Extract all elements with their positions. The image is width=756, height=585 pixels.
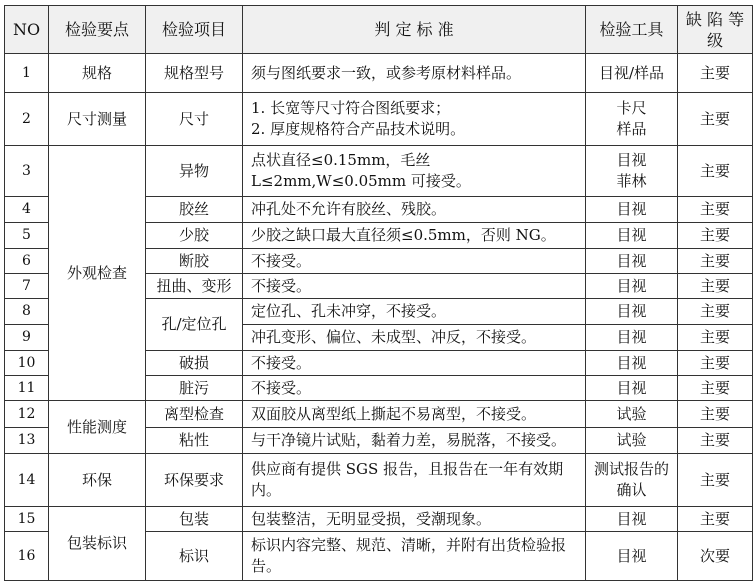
defect-grade: 主要 bbox=[678, 146, 753, 197]
row-number: 14 bbox=[5, 454, 49, 507]
criteria: 不接受。 bbox=[243, 274, 586, 299]
criteria: 1. 长宽等尺寸符合图纸要求； 2. 厚度规格符合产品技术说明。 bbox=[243, 93, 586, 146]
inspection-point: 规格 bbox=[49, 54, 146, 93]
criteria: 供应商有提供 SGS 报告，且报告在一年有效期内。 bbox=[243, 454, 586, 507]
row-number: 12 bbox=[5, 401, 49, 428]
inspection-tool: 目视 bbox=[586, 507, 678, 532]
row-number: 6 bbox=[5, 249, 49, 274]
criteria: 标识内容完整、规范、清晰，并附有出货检验报告。 bbox=[243, 532, 586, 581]
criteria: 与干净镜片试贴，黏着力差，易脱落，不接受。 bbox=[243, 428, 586, 454]
defect-grade: 主要 bbox=[678, 299, 753, 325]
table-body bbox=[5, 54, 753, 581]
row-number: 2 bbox=[5, 93, 49, 146]
row-number: 10 bbox=[5, 351, 49, 376]
inspection-tool: 目视 bbox=[586, 299, 678, 325]
inspection-tool: 目视 bbox=[586, 274, 678, 299]
defect-grade: 主要 bbox=[678, 223, 753, 249]
inspection-item: 离型检查 bbox=[146, 401, 243, 428]
header-tool: 检验工具 bbox=[586, 6, 678, 54]
defect-grade: 主要 bbox=[678, 507, 753, 532]
defect-grade: 主要 bbox=[678, 249, 753, 274]
criteria: 不接受。 bbox=[243, 249, 586, 274]
defect-grade: 主要 bbox=[678, 376, 753, 401]
inspection-point: 尺寸测量 bbox=[49, 93, 146, 146]
inspection-table bbox=[4, 5, 753, 581]
inspection-tool: 试验 bbox=[586, 428, 678, 454]
inspection-item: 脏污 bbox=[146, 376, 243, 401]
defect-grade: 主要 bbox=[678, 197, 753, 223]
inspection-item: 尺寸 bbox=[146, 93, 243, 146]
inspection-item: 标识 bbox=[146, 532, 243, 581]
criteria: 须与图纸要求一致，或参考原材料样品。 bbox=[243, 54, 586, 93]
inspection-item: 包装 bbox=[146, 507, 243, 532]
table-row bbox=[5, 454, 753, 507]
inspection-tool: 目视 bbox=[586, 376, 678, 401]
row-number: 5 bbox=[5, 223, 49, 249]
row-number: 11 bbox=[5, 376, 49, 401]
inspection-item: 胶丝 bbox=[146, 197, 243, 223]
row-number: 16 bbox=[5, 532, 49, 581]
inspection-tool: 卡尺 样品 bbox=[586, 93, 678, 146]
inspection-item: 粘性 bbox=[146, 428, 243, 454]
inspection-tool: 目视 菲林 bbox=[586, 146, 678, 197]
inspection-item: 破损 bbox=[146, 351, 243, 376]
criteria: 不接受。 bbox=[243, 351, 586, 376]
inspection-tool: 试验 bbox=[586, 401, 678, 428]
row-number: 8 bbox=[5, 299, 49, 325]
inspection-tool: 目视 bbox=[586, 532, 678, 581]
inspection-point: 包装标识 bbox=[49, 507, 146, 581]
row-number: 7 bbox=[5, 274, 49, 299]
defect-grade: 主要 bbox=[678, 454, 753, 507]
header-item: 检验项目 bbox=[146, 6, 243, 54]
row-number: 9 bbox=[5, 325, 49, 351]
inspection-tool: 目视 bbox=[586, 249, 678, 274]
table-row bbox=[5, 507, 753, 532]
row-number: 15 bbox=[5, 507, 49, 532]
header-row bbox=[5, 6, 753, 54]
defect-grade: 主要 bbox=[678, 274, 753, 299]
inspection-point: 性能测度 bbox=[49, 401, 146, 454]
inspection-item: 异物 bbox=[146, 146, 243, 197]
inspection-item: 断胶 bbox=[146, 249, 243, 274]
defect-grade: 主要 bbox=[678, 93, 753, 146]
table-row bbox=[5, 54, 753, 93]
inspection-tool: 测试报告的确认 bbox=[586, 454, 678, 507]
criteria: 冲孔处不允许有胶丝、残胶。 bbox=[243, 197, 586, 223]
inspection-tool: 目视 bbox=[586, 325, 678, 351]
criteria: 不接受。 bbox=[243, 376, 586, 401]
header-point: 检验要点 bbox=[49, 6, 146, 54]
inspection-item: 扭曲、变形 bbox=[146, 274, 243, 299]
defect-grade: 次要 bbox=[678, 532, 753, 581]
criteria: 冲孔变形、偏位、未成型、冲反，不接受。 bbox=[243, 325, 586, 351]
defect-grade: 主要 bbox=[678, 325, 753, 351]
inspection-point: 环保 bbox=[49, 454, 146, 507]
defect-grade: 主要 bbox=[678, 428, 753, 454]
inspection-item: 规格型号 bbox=[146, 54, 243, 93]
defect-grade: 主要 bbox=[678, 401, 753, 428]
criteria: 双面胶从离型纸上撕起不易离型，不接受。 bbox=[243, 401, 586, 428]
criteria: 点状直径≤0.15mm，毛丝 L≤2mm,W≤0.05mm 可接受。 bbox=[243, 146, 586, 197]
defect-grade: 主要 bbox=[678, 351, 753, 376]
header-no: NO bbox=[5, 6, 49, 54]
inspection-item: 少胶 bbox=[146, 223, 243, 249]
inspection-item: 孔/定位孔 bbox=[146, 299, 243, 351]
table-row bbox=[5, 93, 753, 146]
header-grade: 缺 陷 等 级 bbox=[678, 6, 753, 54]
defect-grade: 主要 bbox=[678, 54, 753, 93]
inspection-point: 外观检查 bbox=[49, 146, 146, 401]
row-number: 1 bbox=[5, 54, 49, 93]
row-number: 3 bbox=[5, 146, 49, 197]
header-criteria: 判 定 标 准 bbox=[243, 6, 586, 54]
table-row bbox=[5, 146, 753, 197]
inspection-tool: 目视 bbox=[586, 197, 678, 223]
inspection-tool: 目视/样品 bbox=[586, 54, 678, 93]
row-number: 4 bbox=[5, 197, 49, 223]
criteria: 包装整洁，无明显受损，受潮现象。 bbox=[243, 507, 586, 532]
criteria: 定位孔、孔未冲穿，不接受。 bbox=[243, 299, 586, 325]
inspection-item: 环保要求 bbox=[146, 454, 243, 507]
inspection-tool: 目视 bbox=[586, 351, 678, 376]
criteria: 少胶之缺口最大直径须≤0.5mm，否则 NG。 bbox=[243, 223, 586, 249]
inspection-tool: 目视 bbox=[586, 223, 678, 249]
row-number: 13 bbox=[5, 428, 49, 454]
table-row bbox=[5, 401, 753, 428]
